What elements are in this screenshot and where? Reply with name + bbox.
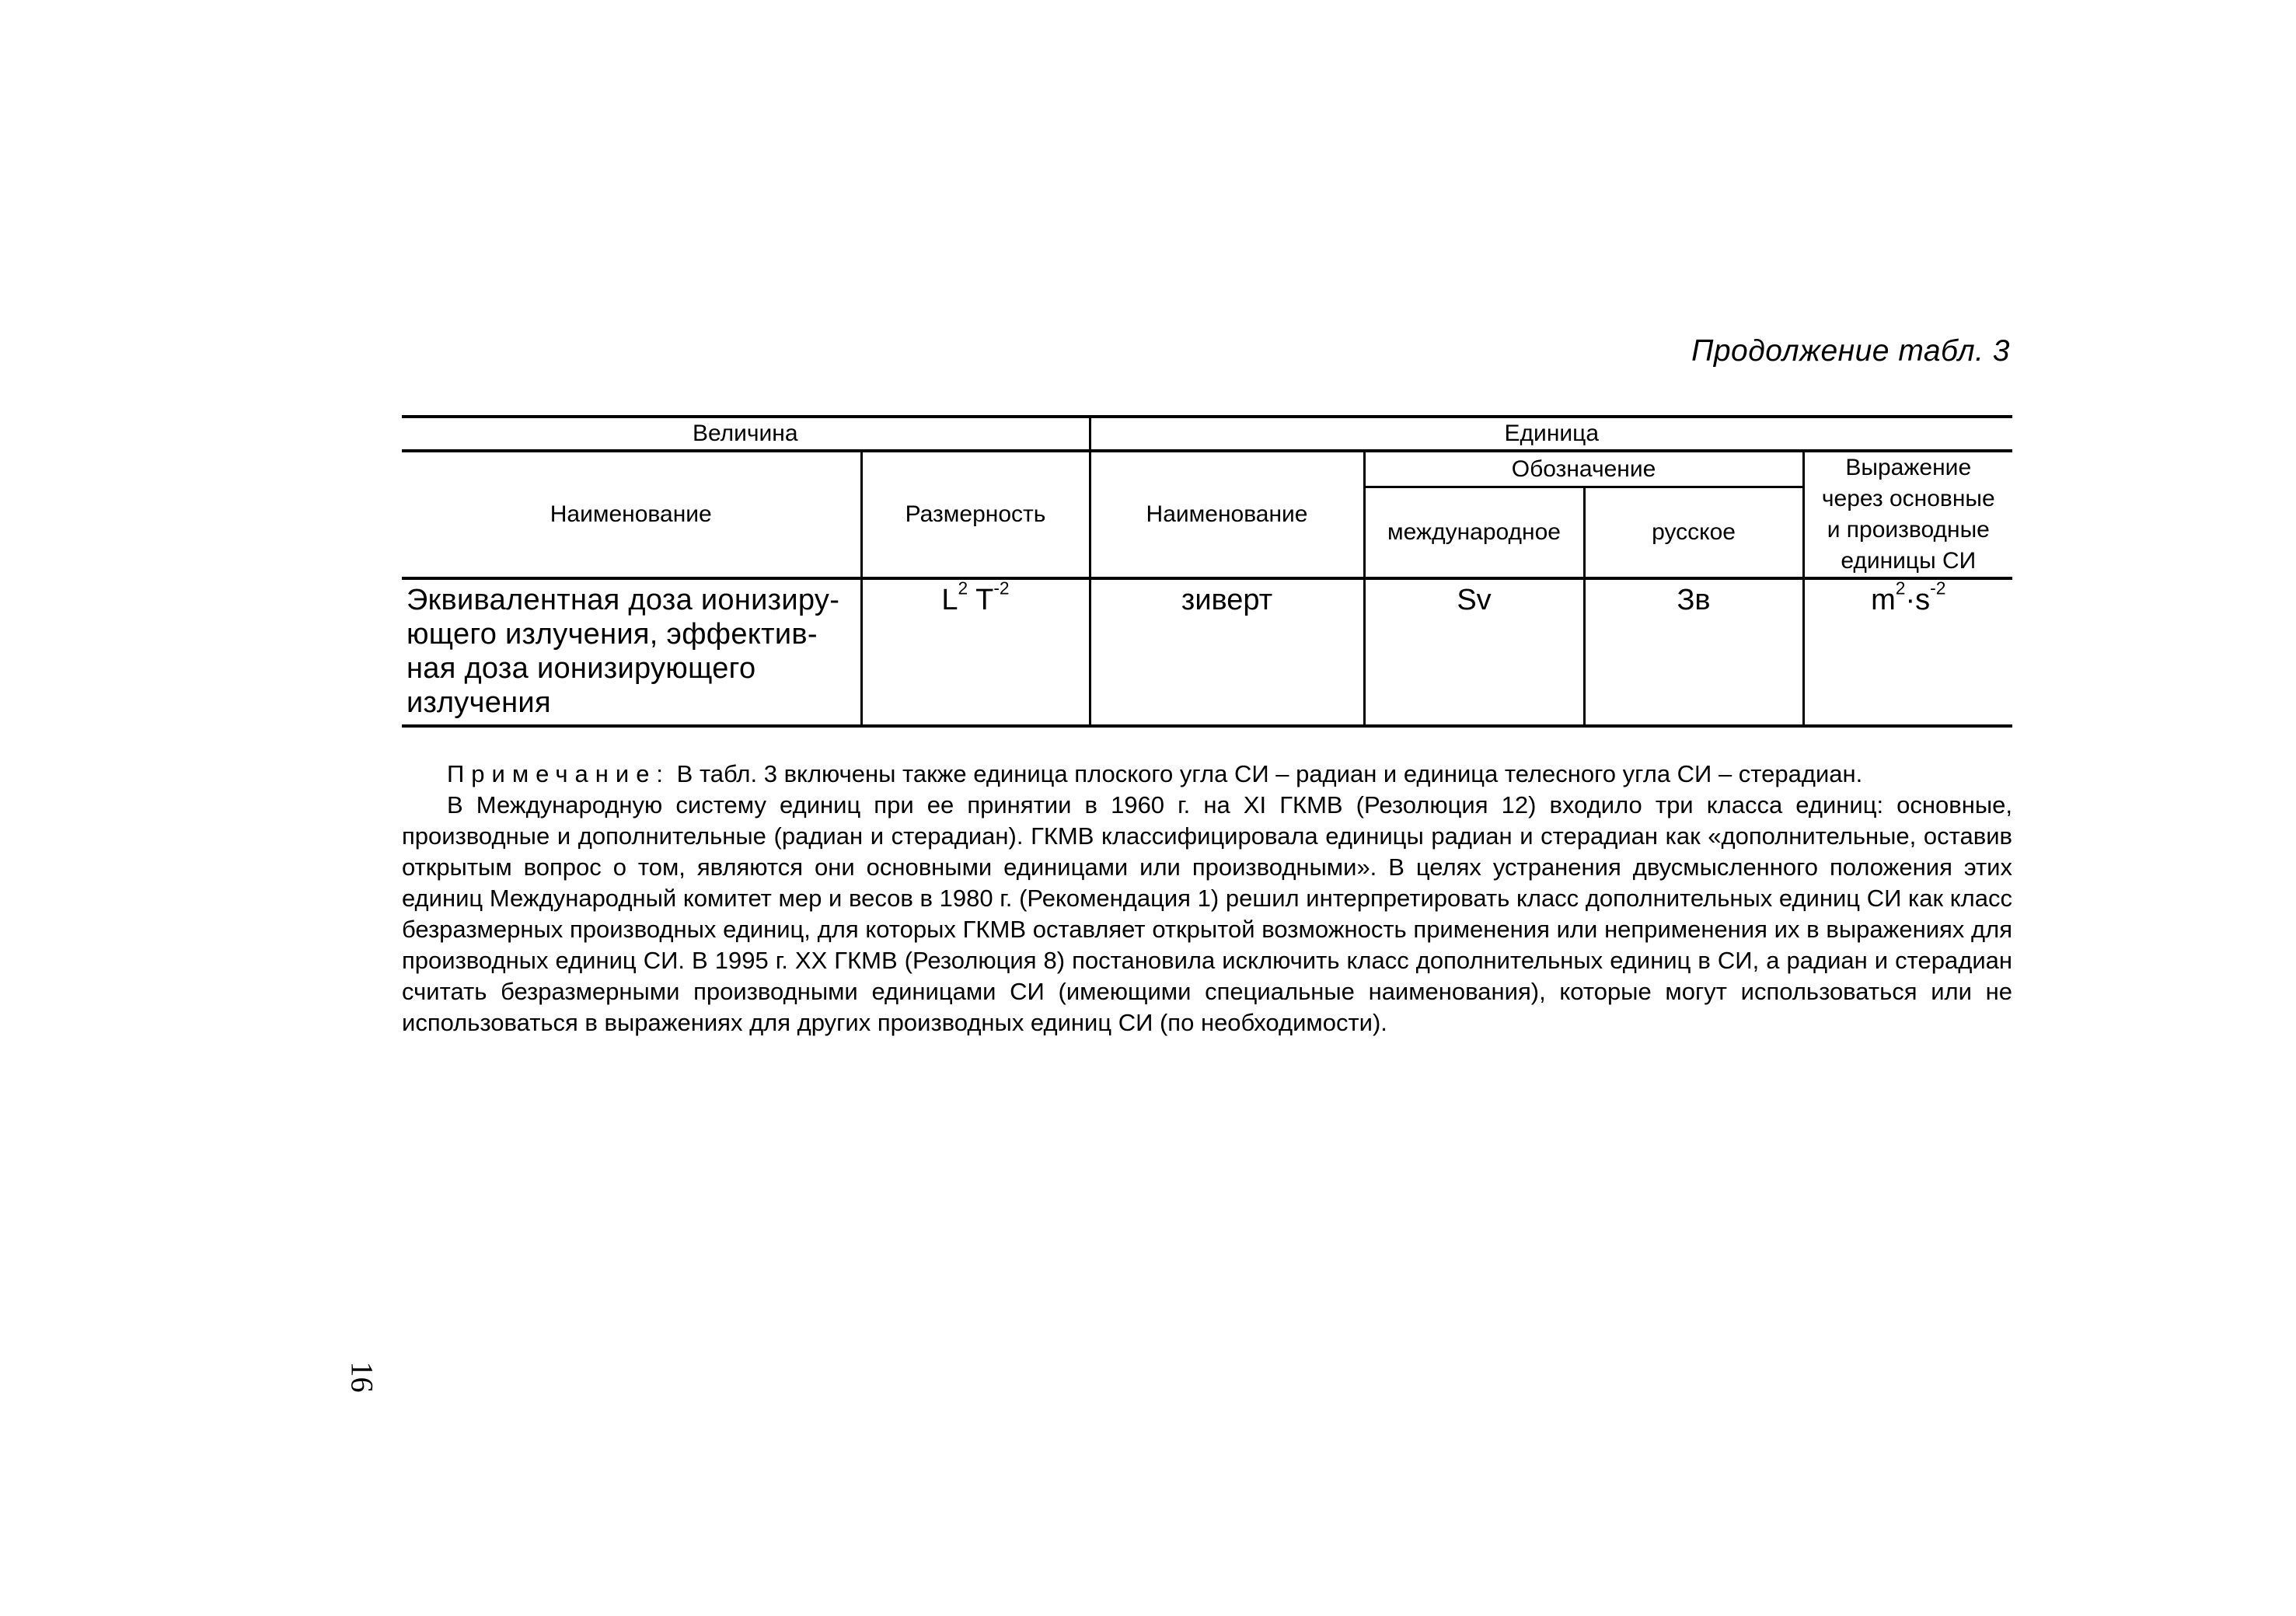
expression-separator: · — [1905, 584, 1916, 616]
expression-exponent-1: 2 — [1895, 578, 1906, 599]
header-designation: Обозначение — [1364, 451, 1803, 487]
page-number: 16 — [344, 1361, 380, 1393]
body-paragraph: В Международную систему единиц при ее принятии в 1960 г. на XI ГКМВ (Резолюция 12) входило три класса единиц: основные, производные и дополнительные (радиан и стерадиан). ГКМВ классифицировала единицы радиан и стерадиан как «дополнительные, оставив открытым вопрос о том, являются они основными единицами или производными». В целях устранения двусмысленного положения этих единиц Международный комитет мер и весов в 1980 г. (Рекомендация 1) решил интерпретировать класс дополнительных единиц СИ как класс безразмерных производных единиц, для которых ГКМВ оставляет открытой возможность применения или неприменения их в выражениях для производных единиц СИ. В 1995 г. XX ГКМВ (Резолюция 8) постановила исключить класс дополнительных единиц в СИ, а радиан и стерадиан считать безразмерными производными единицами СИ (имеющими специальные наименования), которые могут использоваться или не использоваться в выражениях для других производных единиц СИ (по необходимости). — [402, 791, 2012, 1036]
expression-base-2: s — [1915, 584, 1931, 616]
header-unit: Единица — [1090, 417, 2012, 451]
dimension-exponent-2: -2 — [993, 578, 1010, 599]
table-continuation-caption: Продолжение табл. 3 — [1691, 334, 2010, 368]
header-unit-name: Наименование — [1090, 451, 1364, 578]
expression-exponent-2: -2 — [1930, 578, 1946, 599]
dimension-exponent-1: 2 — [958, 578, 968, 599]
note-text: В табл. 3 включены также единица плоского угла СИ – радиан и единица телесного угла СИ – стерадиан. — [676, 760, 1863, 787]
expression-base-1: m — [1871, 584, 1896, 616]
dimension-base-2: T — [975, 584, 994, 616]
header-quantity-name: Наименование — [402, 451, 861, 578]
note-label: Примечание: — [447, 760, 671, 787]
table-row — [402, 578, 2012, 726]
header-russian: русское — [1584, 487, 1803, 578]
note-paragraph — [402, 759, 2012, 790]
header-international: международное — [1364, 487, 1584, 578]
quantity-name-cell: Эквивалентная доза ионизиру-ющего излучения, эффектив-ная доза ионизирующего излучения — [402, 578, 861, 726]
notes-block — [402, 759, 2012, 1038]
dimension-cell — [861, 578, 1090, 726]
dimension-base-1: L — [941, 584, 958, 616]
unit-name-cell: зиверт — [1090, 578, 1364, 726]
international-cell: Sv — [1364, 578, 1584, 726]
header-dimension: Размерность — [861, 451, 1090, 578]
russian-cell: Зв — [1584, 578, 1803, 726]
header-quantity: Величина — [402, 417, 1090, 451]
units-table — [402, 415, 2012, 728]
expression-cell — [1803, 578, 2012, 726]
header-expression: Выражение через основные и производные единицы СИ — [1803, 451, 2012, 578]
